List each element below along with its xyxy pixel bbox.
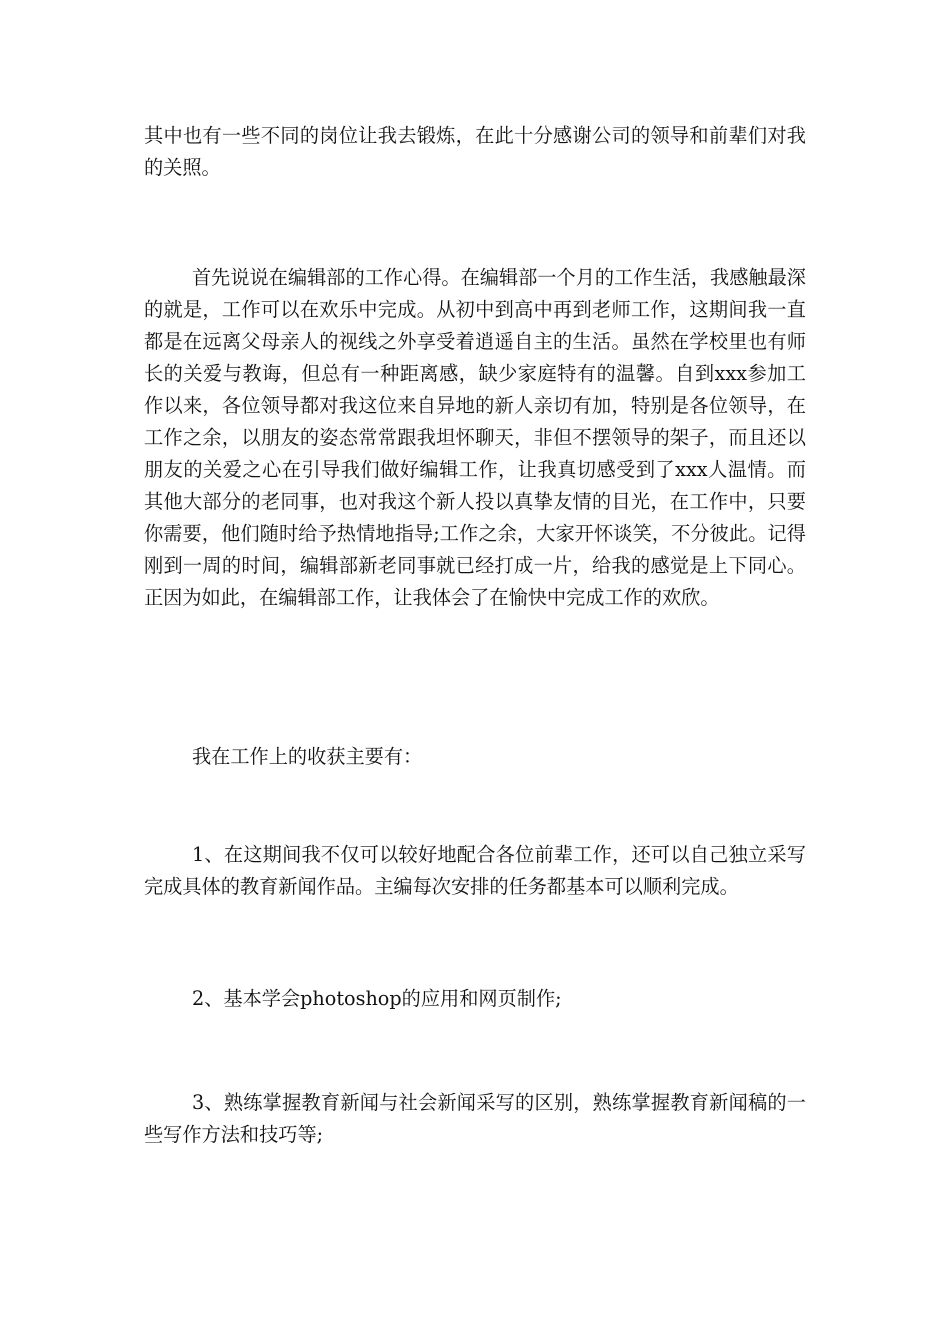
list-item-3: 3、熟练掌握教育新闻与社会新闻采写的区别，熟练掌握教育新闻稿的一些写作方法和技巧等;: [144, 1091, 806, 1146]
paragraph-gains-heading: 我在工作上的收获主要有：: [192, 745, 423, 768]
paragraph-editorial-experience: 首先说说在编辑部的工作心得。在编辑部一个月的工作生活，我感触最深的就是，工作可以在欢乐中完成。从初中到高中再到老师工作，这期间我一直都是在远离父母亲人的视线之外享受着逍遥自主的生活。虽然在学校里也有师长的关爱与教诲，但总有一种距离感，缺少家庭特有的温馨。自到xxx参加工作以来，各位领导都对我这位来自异地的新人亲切有加，特别是各位领导，在工作之余，以朋友的姿态常常跟我坦怀聊天，非但不摆领导的架子，而且还以朋友的关爱之心在引导我们做好编辑工作，让我真切感受到了xxx人温情。而其他大部分的老同事，也对我这个新人投以真挚友情的目光，在工作中，只要你需要，他们随时给予热情地指导;工作之余，大家开怀谈笑，不分彼此。记得刚到一周的时间，编辑部新老同事就已经打成一片，给我的感觉是上下同心。正因为如此，在编辑部工作，让我体会了在愉快中完成工作的欢欣。: [144, 266, 806, 609]
paragraph-continuation: 其中也有一些不同的岗位让我去锻炼，在此十分感谢公司的领导和前辈们对我的关照。: [144, 124, 806, 179]
list-item-1: 1、在这期间我不仅可以较好地配合各位前辈工作，还可以自己独立采写完成具体的教育新闻作品。主编每次安排的任务都基本可以顺利完成。: [144, 843, 806, 898]
list-item-2: 2、基本学会photoshop的应用和网页制作;: [192, 987, 562, 1010]
